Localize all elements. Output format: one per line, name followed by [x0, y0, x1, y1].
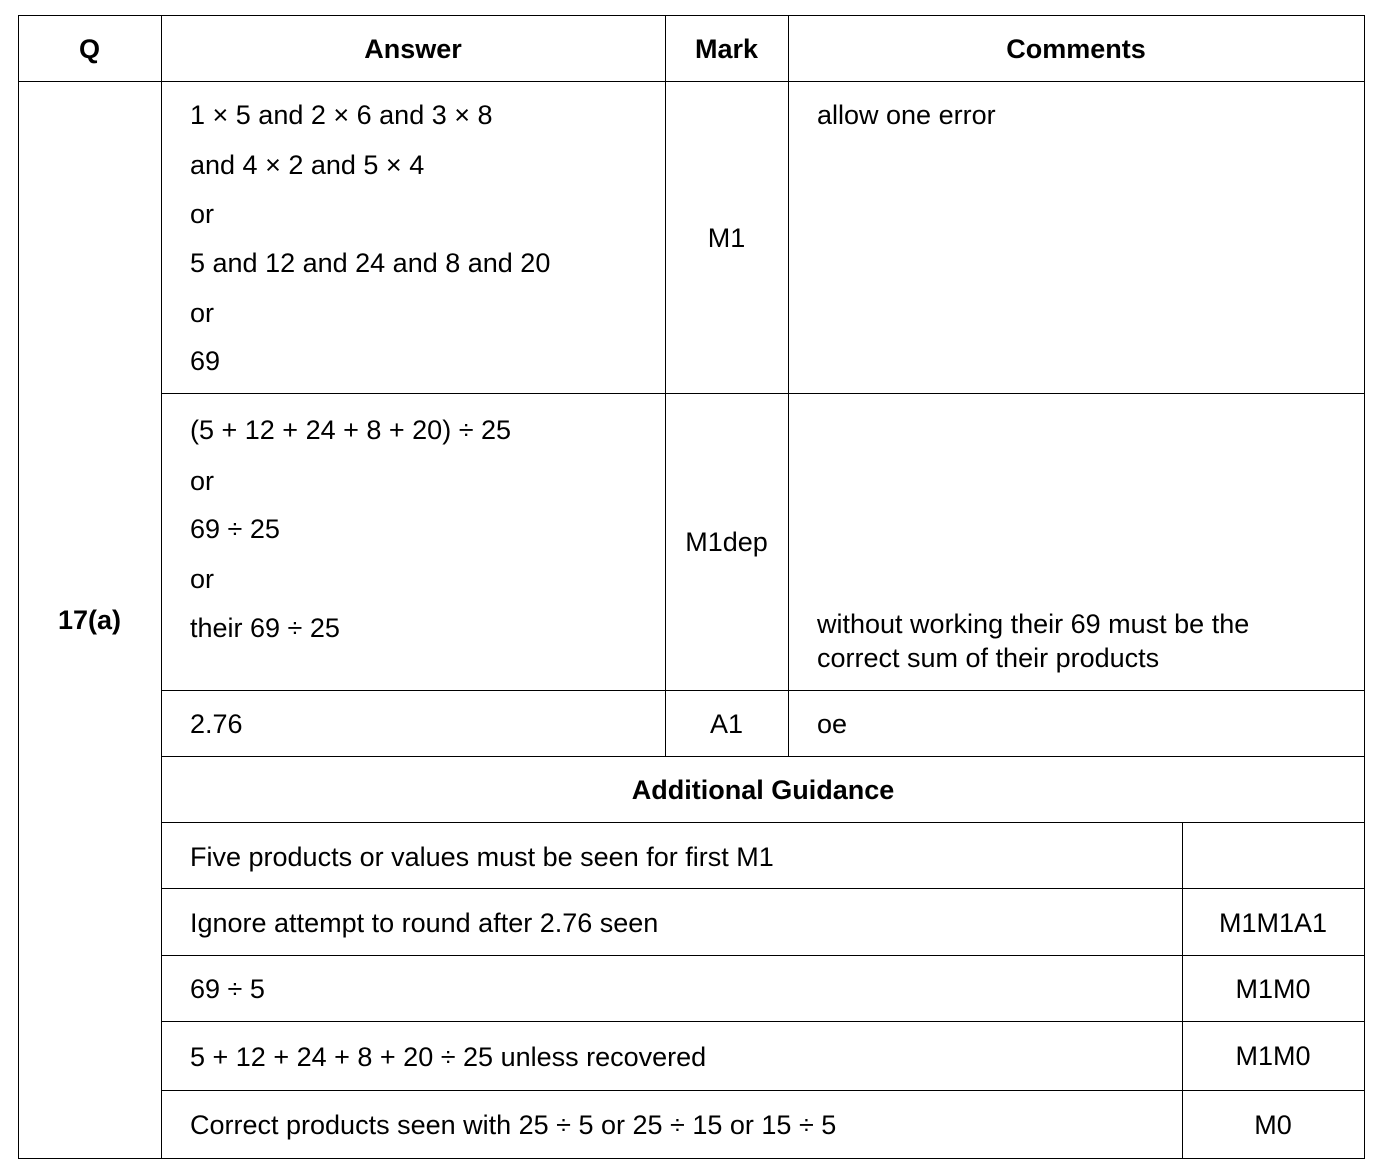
comment-text: correct sum of their products	[817, 643, 1160, 673]
question-number: 17(a)	[57, 605, 122, 635]
comment-text: without working their 69 must be the	[817, 609, 1250, 639]
table-border-right	[1364, 15, 1365, 1159]
answer-line: or	[190, 298, 215, 328]
q-column-divider	[161, 15, 162, 1159]
guidance-divider	[161, 822, 1365, 823]
answer-line: 2.76	[190, 709, 243, 739]
guidance-mark: M1M0	[1235, 1041, 1311, 1071]
row-divider	[161, 393, 1365, 394]
guidance-row-divider	[161, 888, 1365, 889]
answer-column-divider	[665, 15, 666, 757]
answer-line: (5 + 12 + 24 + 8 + 20) ÷ 25	[190, 415, 512, 445]
comment-text: oe	[817, 709, 848, 739]
answer-line: 1 × 5 and 2 × 6 and 3 × 8	[190, 100, 493, 130]
guidance-text: 69 ÷ 5	[190, 974, 265, 1004]
guidance-row-divider	[161, 1090, 1365, 1091]
answer-line: or	[190, 564, 215, 594]
row-divider	[161, 756, 1365, 757]
row-divider	[161, 690, 1365, 691]
header-comments: Comments	[1006, 34, 1146, 64]
guidance-mark: M1M1A1	[1218, 908, 1328, 938]
guidance-text: Correct products seen with 25 ÷ 5 or 25 ÷ 15 or 15 ÷ 5	[190, 1110, 837, 1140]
guidance-title: Additional Guidance	[631, 775, 895, 805]
guidance-text: 5 + 12 + 24 + 8 + 20 ÷ 25 unless recovered	[190, 1042, 707, 1072]
header-divider	[18, 81, 1365, 82]
answer-line: 5 and 12 and 24 and 8 and 20	[190, 248, 551, 278]
mark-column-divider	[788, 15, 789, 757]
answer-line: 69 ÷ 25	[190, 514, 280, 544]
table-border-bottom	[18, 1158, 1365, 1159]
table-border-top	[18, 15, 1365, 16]
table-border-left	[18, 15, 19, 1159]
header-answer: Answer	[364, 34, 462, 64]
answer-line: or	[190, 466, 215, 496]
guidance-row-divider	[161, 1021, 1365, 1022]
mark-value: A1	[709, 709, 744, 739]
answer-line: their 69 ÷ 25	[190, 613, 340, 643]
guidance-text: Ignore attempt to round after 2.76 seen	[190, 908, 659, 938]
guidance-text: Five products or values must be seen for first M1	[190, 842, 774, 872]
answer-line: 69	[190, 346, 221, 376]
header-q: Q	[78, 34, 100, 64]
answer-line: or	[190, 199, 215, 229]
guidance-mark: M0	[1254, 1110, 1292, 1140]
mark-value: M1dep	[685, 527, 768, 557]
guidance-mark: M1M0	[1235, 974, 1311, 1004]
answer-line: and 4 × 2 and 5 × 4	[190, 150, 425, 180]
header-mark: Mark	[694, 34, 759, 64]
comment-text: allow one error	[817, 100, 996, 130]
guidance-row-divider	[161, 955, 1365, 956]
mark-value: M1	[707, 223, 746, 253]
